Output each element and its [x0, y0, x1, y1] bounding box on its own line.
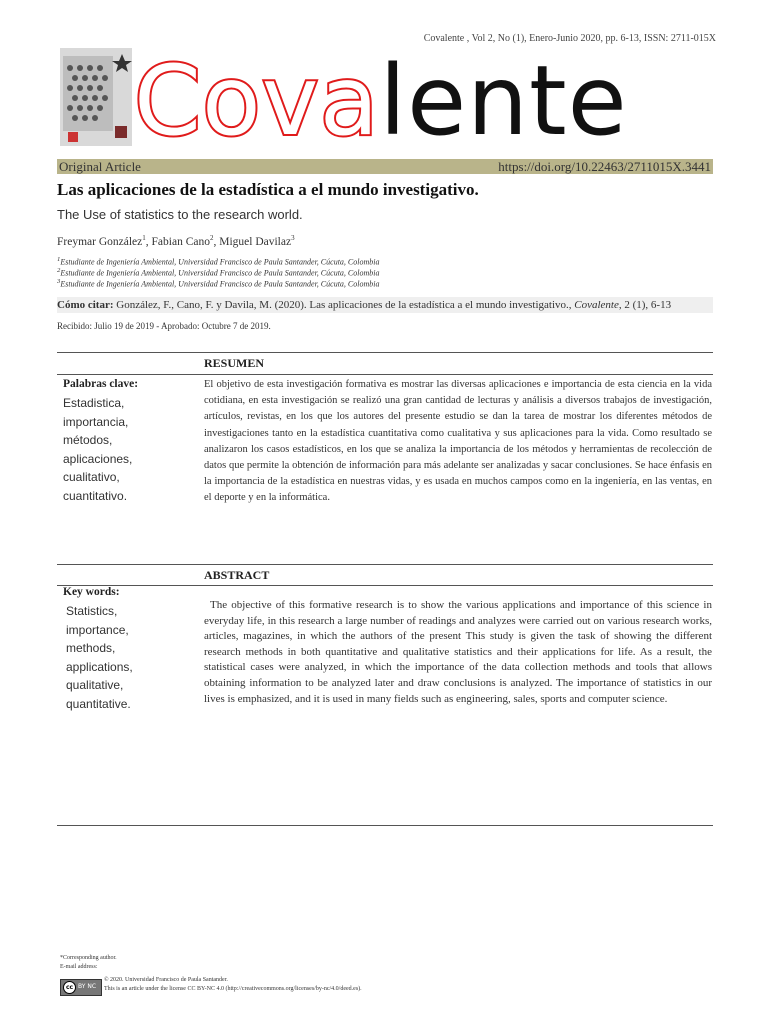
logo-black-part: lente: [379, 45, 628, 157]
cc-icon: cc: [63, 981, 76, 994]
author-sup: 1: [142, 234, 146, 242]
author-sup: 3: [291, 234, 295, 242]
article-type: Original Article: [59, 159, 141, 174]
author-name: Freymar González: [57, 235, 143, 248]
author-separator: ,: [213, 235, 220, 248]
keyword: Statistics,: [66, 604, 118, 618]
resumen-heading: RESUMEN: [204, 356, 265, 370]
cc-license-badge[interactable]: [60, 979, 102, 996]
keyword: importance,: [66, 622, 129, 637]
keyword: methods,: [66, 641, 116, 655]
author-list: [57, 234, 295, 248]
keyword: qualitative,: [66, 678, 124, 692]
affiliation-text: Estudiante de Ingeniería Ambiental, Universidad Francisco de Paula Santander, Cúcuta, Colombia: [60, 279, 380, 289]
divider: [57, 374, 713, 375]
article-title: Las aplicaciones de la estadística a el mundo investigativo.: [57, 180, 479, 199]
email-label: E-mail address:: [60, 964, 98, 970]
keyword: métodos,: [63, 433, 113, 447]
license-text: This is an article under the license CC BY-NC 4.0 (http://creativecommons.org/licenses/by-nc/4.0/deed.es).: [104, 986, 362, 992]
received-dates: Recibido: Julio 19 de 2019 - Aprobado: Octubre 7 de 2019.: [57, 321, 271, 331]
divider: [57, 564, 713, 565]
affiliation-sup: 2: [57, 267, 61, 274]
journal-cover-thumbnail: [60, 48, 132, 146]
cite-journal: Covalente: [574, 299, 619, 311]
doi-link[interactable]: https://doi.org/10.22463/2711015X.3441: [498, 159, 711, 174]
affiliation: [57, 267, 379, 278]
keywords-label: Palabras clave:: [63, 378, 139, 390]
divider: [57, 585, 713, 586]
affiliation-sup: 3: [57, 278, 61, 285]
keyword: importancia,: [63, 414, 129, 429]
divider: [57, 352, 713, 353]
how-to-cite: [57, 297, 713, 313]
affiliation-text: Estudiante de Ingeniería Ambiental, Universidad Francisco de Paula Santander, Cúcuta, Colombia: [60, 257, 380, 267]
keywords-label: Key words:: [63, 586, 120, 598]
journal-logo: [134, 36, 628, 166]
affiliation-text: Estudiante de Ingeniería Ambiental, Universidad Francisco de Paula Santander, Cúcuta, Colombia: [60, 268, 380, 278]
keyword: aplicaciones,: [63, 451, 133, 466]
affiliation-sup: 1: [57, 256, 61, 263]
author-separator: ,: [145, 235, 152, 248]
abstract-text: The objective of this formative research is to show the various applications and importance of this science in everyday life, in this research a large number of readings and analyzes were carried out on various research works, articles, magazines, in which the authors of the present This study is given the task of showing the different research methods in both quantitative and qualitative statistics and their applications for life. As a result, the statistical cases were analyzed, in which the importance of the data collection methods and tools that allows obtaining information to be analyzed later and draw conclusions is analyzed. The importance of statistics in our lives is emphasized, and it is used in many fields such as engineering, sales, sports and computer science.: [204, 599, 712, 705]
cite-label: Cómo citar:: [57, 299, 114, 311]
cite-tail: , 2 (1), 6-13: [618, 299, 672, 311]
journal-reference: Covalente , Vol 2, No (1), Enero-Junio 2020, pp. 6-13, ISSN: 2711-015X: [423, 33, 716, 44]
author-name: Fabian Cano: [151, 235, 210, 248]
divider: [57, 825, 713, 826]
article-info-bar: [57, 159, 713, 174]
keyword: cualitativo,: [63, 470, 120, 484]
corresponding-author: *Corresponding author.: [60, 955, 117, 961]
by-nc-icon: BY NC: [78, 983, 97, 990]
abstract-heading: ABSTRACT: [204, 568, 270, 582]
cite-text: González, F., Cano, F. y Davila, M. (2020). Las aplicaciones de la estadística a el mundo investigativo.,: [113, 299, 575, 311]
article-subtitle: The Use of statistics to the research world.: [57, 207, 303, 222]
keyword: Estadistica,: [63, 396, 125, 410]
author-sup: 2: [209, 234, 214, 242]
keywords-list: [66, 602, 133, 713]
keyword: applications,: [66, 659, 133, 674]
resumen-text: El objetivo de esta investigación formativa es mostrar las diversas aplicaciones e importancia de esta ciencia en la vida cotidiana, en esta investigación se realizó una gran cantidad de lecturas y análisis a diversos trabajos de investigación, artículos, revistas, en los que los autores del presente estudio se dan la tarea de mostrar los diferentes métodos de investigaciones tanto en la estadística cuantitativa como cualitativa y sus aplicaciones para la vida. Como resultado se analizaron los casos estadísticos, en los que se analiza la importancia de los métodos y herramientas de recolección de datos que permite la obtención de información para más adelante ser analizadas y sacar conclusiones. Se hace énfasis en la importancia de la estadística en nuestras vidas, y es usada en muchos campos como en la ingeniería, en las ventas, en el deporte y en la informática.: [204, 379, 712, 504]
author-name: Miguel Davilaz: [219, 235, 292, 248]
affiliation: [57, 278, 379, 289]
keyword: cuantitativo.: [63, 488, 128, 503]
affiliation: [57, 256, 379, 267]
copyright: © 2020. Universidad Francisco de Paula Santander.: [104, 977, 228, 983]
logo-red-part: Cova: [134, 45, 380, 157]
keyword: quantitative.: [66, 696, 131, 711]
keywords-list: [63, 394, 132, 505]
